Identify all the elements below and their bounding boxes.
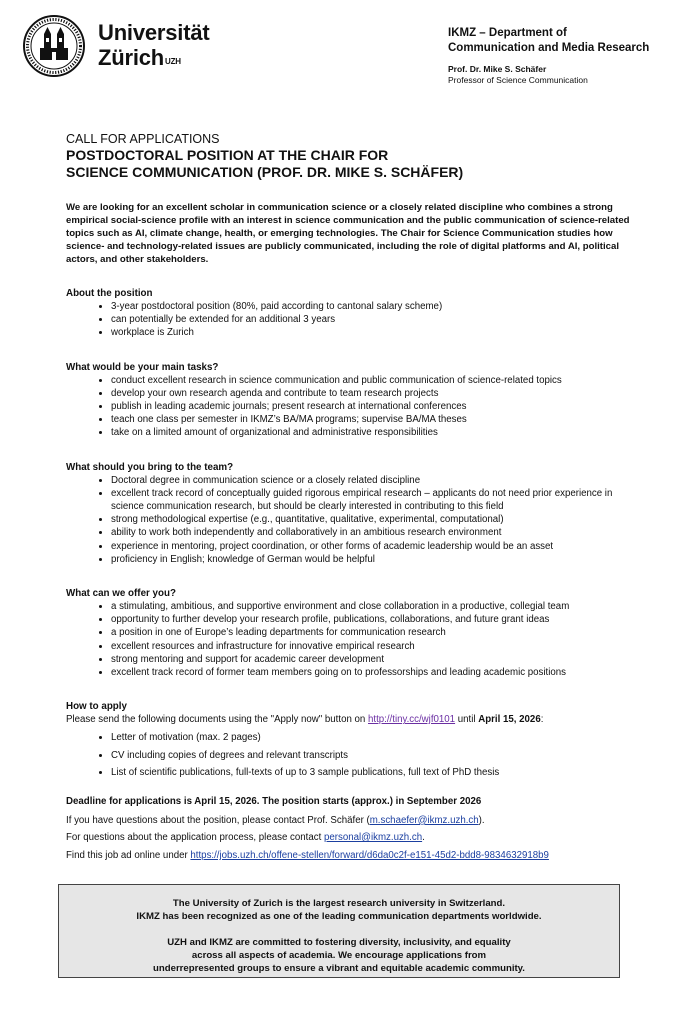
contact-text: If you have questions about the position, please contact Prof. Schäfer ( (66, 814, 370, 826)
bullet-list (66, 300, 646, 340)
section-about (66, 287, 646, 340)
section-heading: How to apply (66, 701, 127, 713)
job-ad-link[interactable]: https://jobs.uzh.ch/offene-stellen/forward/d6da0c2f-e151-45d2-bdd8-9834632918b9 (190, 850, 549, 862)
section-heading: What should you bring to the team? (66, 461, 234, 473)
section-heading: What would be your main tasks? (66, 361, 219, 373)
main-content (66, 132, 646, 867)
section-apply (66, 700, 646, 779)
list-item: • CV including copies of degrees and relevant transcripts (111, 749, 646, 762)
contact-text: ). (478, 814, 485, 826)
section-deadline (66, 795, 646, 862)
apply-text: Please send the following documents using the "Apply now" button on (66, 714, 369, 726)
footer-line: The University of Zurich is the largest research university in Switzerland. (172, 898, 506, 909)
professor-email-link[interactable]: m.schaefer@ikmz.uzh.ch (369, 814, 479, 826)
online-ad-text: Find this job ad online under (66, 850, 191, 862)
apply-instructions (66, 713, 646, 726)
list-item: • conduct excellent research in science communication and public communication of science-related topics (111, 374, 646, 387)
department-name-line1: IKMZ – Department of (448, 27, 567, 39)
list-item: • teach one class per semester in IKMZ’s BA/MA programs; supervise BA/MA theses (111, 413, 646, 426)
apply-date: April 15, 2026 (478, 714, 541, 726)
bullet-list (66, 374, 646, 440)
professor-name: Prof. Dr. Mike S. Schäfer (448, 64, 547, 74)
department-block (448, 26, 673, 86)
list-item: • a stimulating, ambitious, and supportive environment and close collaboration in a productive, collegial team (111, 600, 646, 613)
list-item: • opportunity to further develop your research profile, publications, collaborations, and future grant ideas (111, 613, 646, 626)
section-heading: About the position (66, 288, 153, 299)
contact-process (66, 831, 646, 844)
list-item: • publish in leading academic journals; present research at international conferences (111, 400, 646, 413)
apply-link[interactable]: http://tiny.cc/wjf0101 (368, 714, 456, 726)
list-item: • excellent track record of conceptually guided rigorous empirical research – applicants do not need prior experience in science communication research, but should be clearly interested in contributing to this field (111, 487, 646, 513)
list-item: • Doctoral degree in communication science or a closely related discipline (111, 474, 646, 487)
bullet-list (66, 731, 646, 779)
university-name-line2: Zürich (98, 45, 165, 70)
university-name-line1: Universität (98, 20, 210, 45)
uzh-logo (22, 14, 222, 80)
section-offer (66, 587, 646, 679)
job-title (66, 147, 646, 180)
list-item: • can potentially be extended for an additional 3 years (111, 313, 646, 326)
intro-paragraph: We are looking for an excellent scholar in communication science or a closely related discipline who combines a strong empirical social-science profile with an interest in science communication and the public communication of science-related topics such as AI, climate change, health, or emerging technologies. The Chair for Science Communication studies how science- and technology-related issues are publicly communicated, including the role of digital platforms and AI, political actors, and other stakeholders. (66, 202, 630, 265)
university-name (98, 20, 210, 70)
call-label: CALL FOR APPLICATIONS (66, 132, 220, 146)
list-item: • 3-year postdoctoral position (80%, paid according to cantonal salary scheme) (111, 300, 646, 313)
personal-email-link[interactable]: personal@ikmz.uzh.ch (323, 832, 423, 844)
footer-line: UZH and IKMZ are committed to fostering diversity, inclusivity, and equality (167, 937, 511, 948)
apply-text: : (540, 714, 544, 726)
list-item: • take on a limited amount of organizational and administrative responsibilities (111, 426, 646, 439)
bullet-list (66, 474, 646, 566)
list-item: • excellent track record of former team members going on to professorships and leading academic positions (111, 666, 646, 679)
list-item: • workplace is Zurich (111, 326, 646, 339)
list-item: • excellent resources and infrastructure for innovative empirical research (111, 640, 646, 653)
bullet-list (66, 600, 646, 679)
list-item: • experience in mentoring, project coordination, or other forms of academic leadership would be an asset (111, 540, 646, 553)
footer-line: across all aspects of academia. We encourage applications from (191, 950, 487, 961)
section-heading: What can we offer you? (66, 588, 176, 600)
contact-text: . (422, 832, 425, 844)
footer-line: underrepresented groups to ensure a vibrant and equitable academic community. (153, 963, 525, 974)
list-item: • proficiency in English; knowledge of German would be helpful (111, 553, 646, 566)
list-item: • a position in one of Europe’s leading departments for communication research (111, 626, 646, 639)
uzh-seal-icon (22, 14, 86, 78)
department-name-line2: Communication and Media Research (448, 42, 650, 54)
section-tasks (66, 361, 646, 440)
list-item: • develop your own research agenda and contribute to team research projects (111, 387, 646, 400)
section-bring (66, 461, 646, 566)
job-title-line2: SCIENCE COMMUNICATION (PROF. DR. MIKE S. SCHÄFER) (66, 163, 464, 180)
footer-line: IKMZ has been recognized as one of the leading communication departments worldwide. (136, 911, 542, 922)
apply-text: until (455, 714, 479, 726)
list-item: • Letter of motivation (max. 2 pages) (111, 731, 646, 744)
deadline-lead: Deadline for applications is April 15, 2026. The position starts (approx.) in September 2026 (66, 796, 482, 808)
contact-text: For questions about the application process, please contact (66, 832, 324, 844)
list-item: • strong mentoring and support for academic career development (111, 653, 646, 666)
job-title-line1: POSTDOCTORAL POSITION AT THE CHAIR FOR (66, 147, 389, 163)
list-item: • List of scientific publications, full-texts of up to 3 sample publications, full text of PhD thesis (111, 766, 646, 779)
footer-box (58, 884, 620, 978)
list-item: • strong methodological expertise (e.g., quantitative, qualitative, experimental, computational) (111, 513, 646, 526)
contact-position (66, 814, 646, 827)
professor-role: Professor of Science Communication (448, 75, 588, 85)
uzh-superscript: UZH (165, 57, 181, 66)
list-item: • ability to work both independently and collaboratively in an ambitious research environment (111, 526, 646, 539)
online-ad (66, 849, 646, 862)
